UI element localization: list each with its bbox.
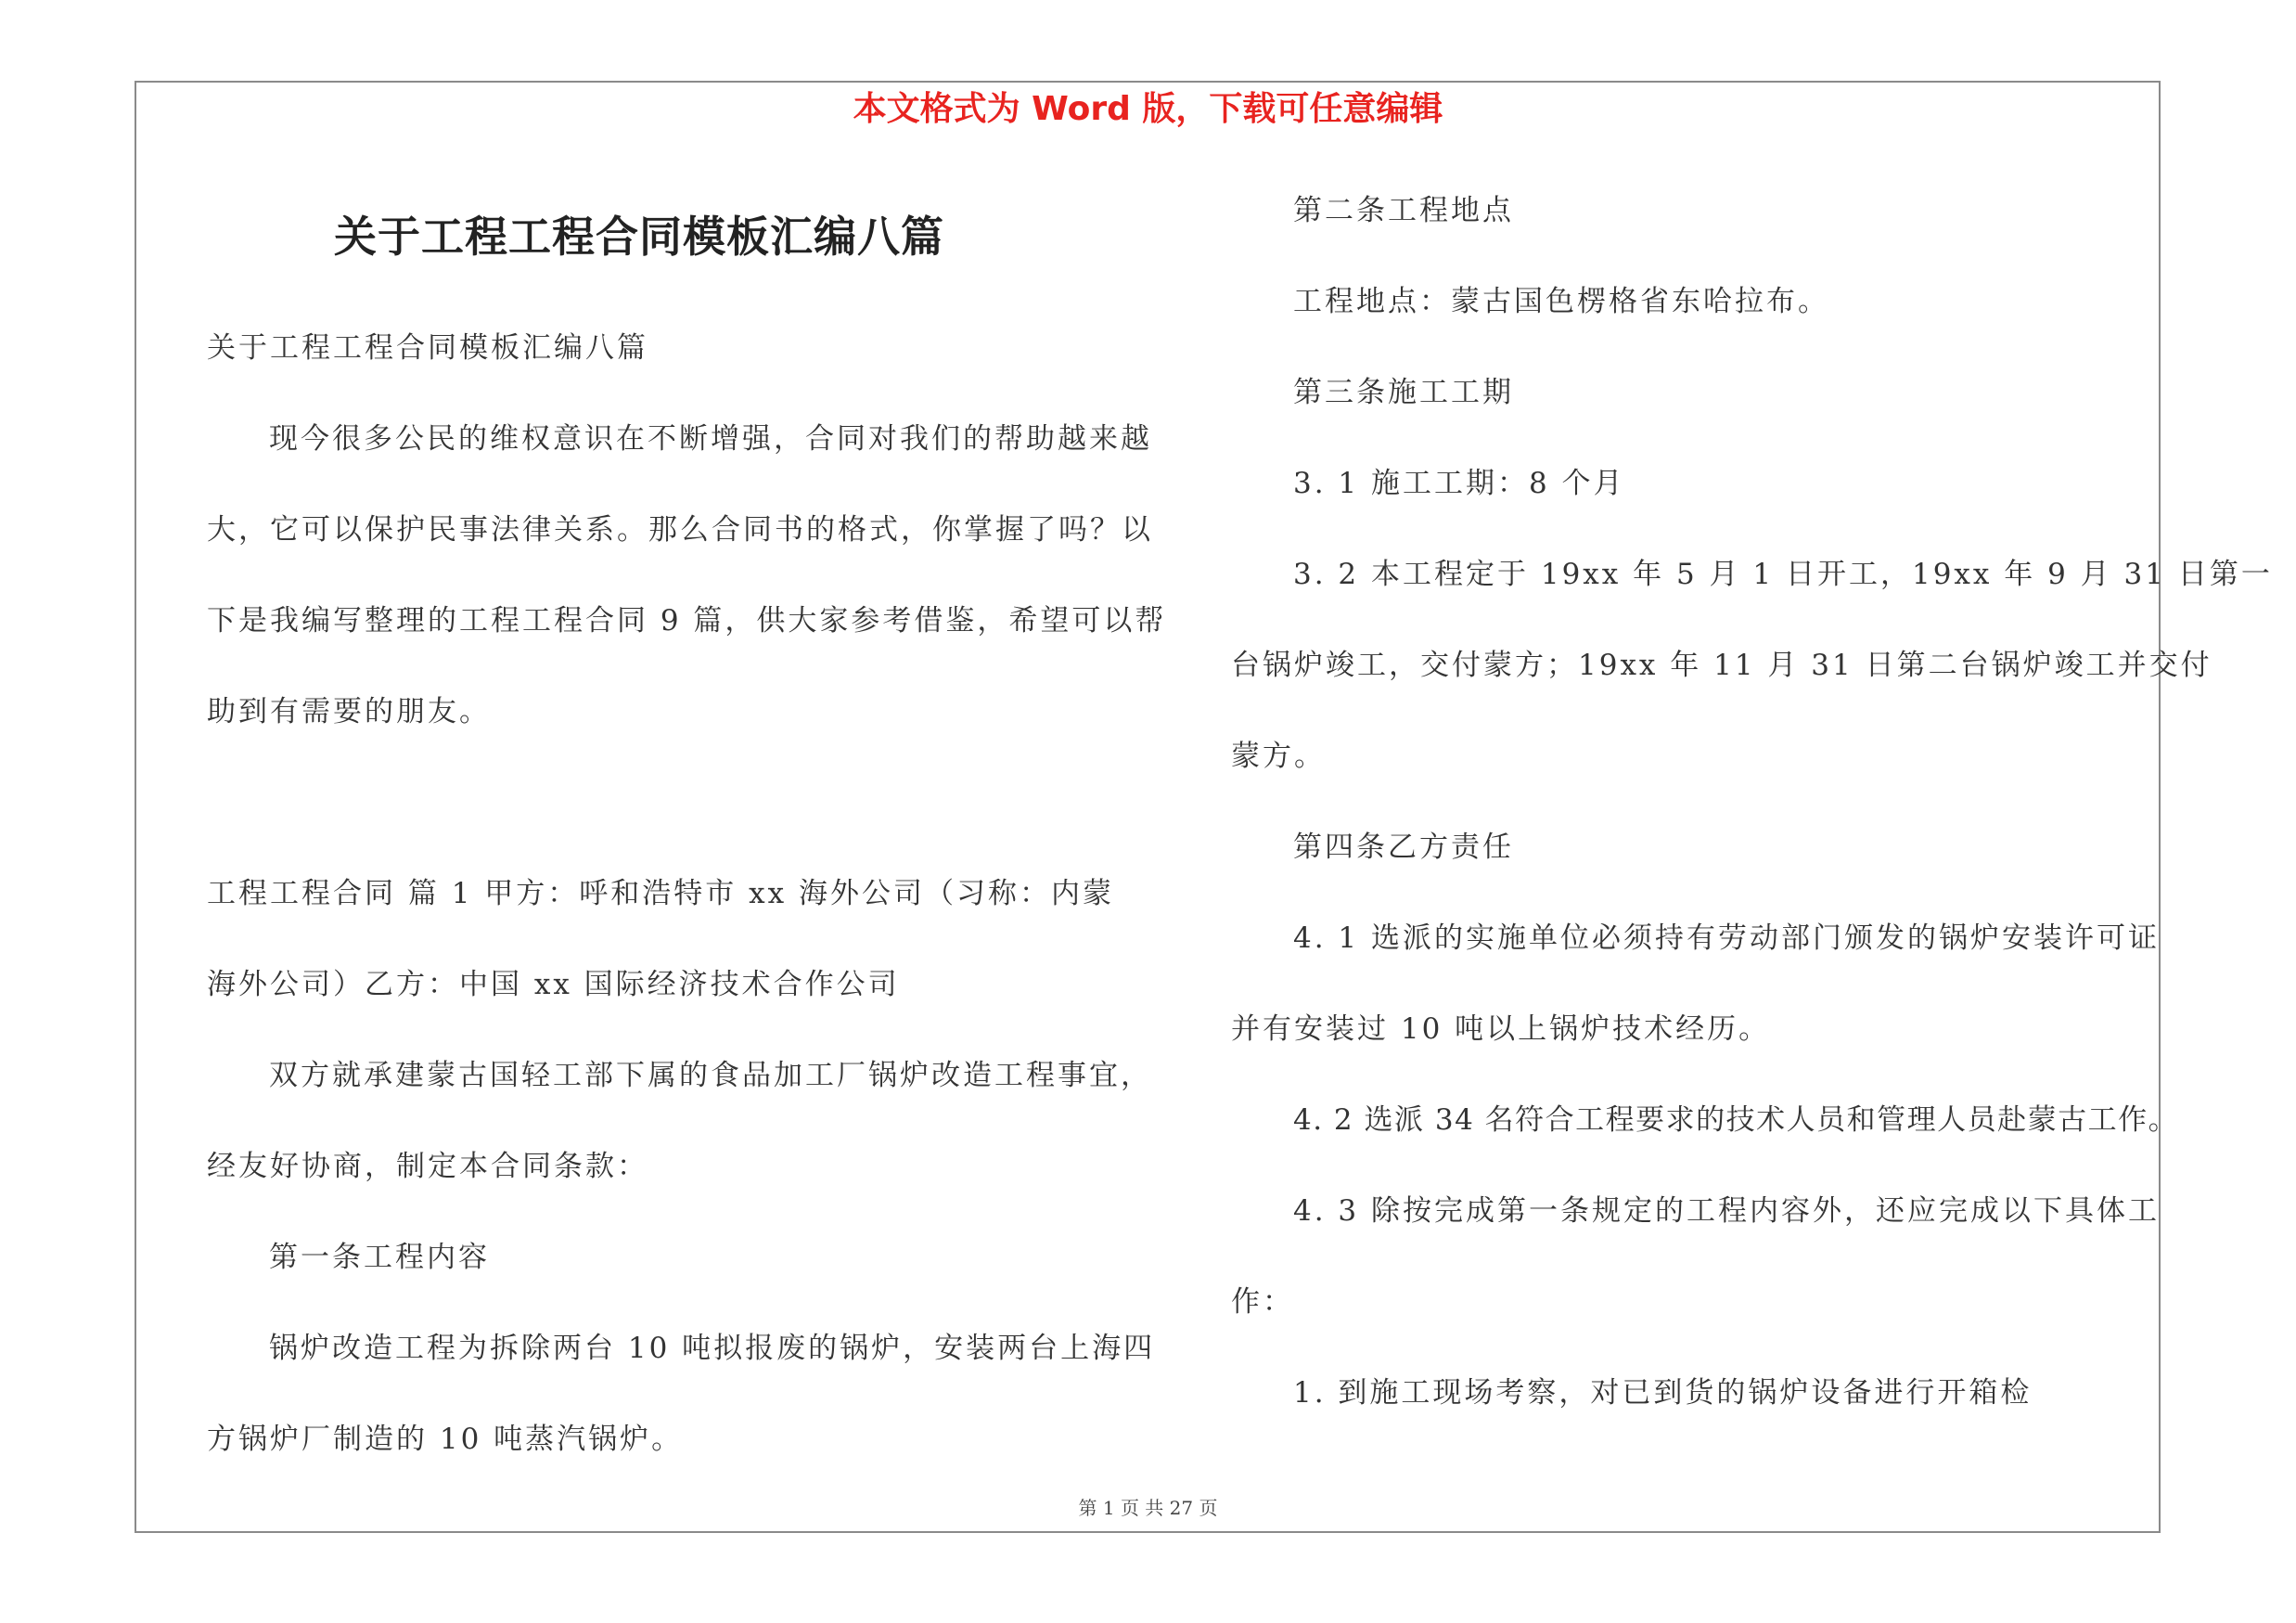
format-banner: 本文格式为 Word 版，下载可任意编辑 [853, 90, 1443, 128]
article-4-line-2: 并有安装过 10 吨以上锅炉技术经历。 [1231, 1012, 1771, 1046]
article-1-heading: 第一条工程内容 [269, 1241, 490, 1274]
article-1-line-1: 锅炉改造工程为拆除两台 10 吨拟报废的锅炉，安装两台上海四 [269, 1332, 1156, 1365]
article-4-line-5: 作： [1231, 1285, 1294, 1319]
article-4-line-3: 4. 2 选派 34 名符合工程要求的技术人员和管理人员赴蒙古工作。 [1293, 1103, 2179, 1137]
article-4-heading: 第四条乙方责任 [1293, 831, 1514, 864]
article-3-line-1: 3. 1 施工工期：8 个月 [1293, 467, 1625, 500]
article-4-line-6: 1. 到施工现场考察，对已到货的锅炉设备进行开箱检 [1293, 1376, 2033, 1410]
intro-line-1: 现今很多公民的维权意识在不断增强，合同对我们的帮助越来越 [269, 422, 1152, 456]
intro-line-3: 下是我编写整理的工程工程合同 9 篇，供大家参考借鉴，希望可以帮 [207, 604, 1167, 638]
contract-header-line-1: 工程工程合同 篇 1 甲方：呼和浩特市 xx 海外公司（习称：内蒙 [207, 877, 1114, 910]
page-number: 第 1 页 共 27 页 [1078, 1497, 1218, 1519]
preamble-line-2: 经友好协商，制定本合同条款： [207, 1150, 648, 1183]
intro-line-4: 助到有需要的朋友。 [207, 695, 491, 728]
article-4-line-1: 4. 1 选派的实施单位必须持有劳动部门颁发的锅炉安装许可证 [1293, 921, 2161, 955]
article-3-line-2: 3. 2 本工程定于 19xx 年 5 月 1 日开工，19xx 年 9 月 31 日第一 [1293, 558, 2273, 591]
article-3-heading: 第三条施工工期 [1293, 376, 1514, 409]
article-2-line-1: 工程地点：蒙古国色楞格省东哈拉布。 [1293, 285, 1829, 318]
article-4-line-4: 4. 3 除按完成第一条规定的工程内容外，还应完成以下具体工 [1293, 1194, 2161, 1228]
article-3-line-3: 台锅炉竣工，交付蒙方；19xx 年 11 月 31 日第二台锅炉竣工并交付 [1231, 649, 2213, 682]
article-1-line-2: 方锅炉厂制造的 10 吨蒸汽锅炉。 [207, 1423, 684, 1456]
preamble-line-1: 双方就承建蒙古国轻工部下属的食品加工厂锅炉改造工程事宜， [269, 1059, 1152, 1092]
article-3-line-4: 蒙方。 [1231, 740, 1326, 773]
contract-header-line-2: 海外公司）乙方：中国 xx 国际经济技术合作公司 [207, 968, 900, 1001]
intro-line-2: 大，它可以保护民事法律关系。那么合同书的格式，你掌握了吗？以 [207, 513, 1153, 547]
subtitle-line: 关于工程工程合同模板汇编八篇 [207, 331, 648, 365]
document-title: 关于工程工程合同模板汇编八篇 [334, 212, 944, 262]
article-2-heading: 第二条工程地点 [1293, 194, 1514, 227]
